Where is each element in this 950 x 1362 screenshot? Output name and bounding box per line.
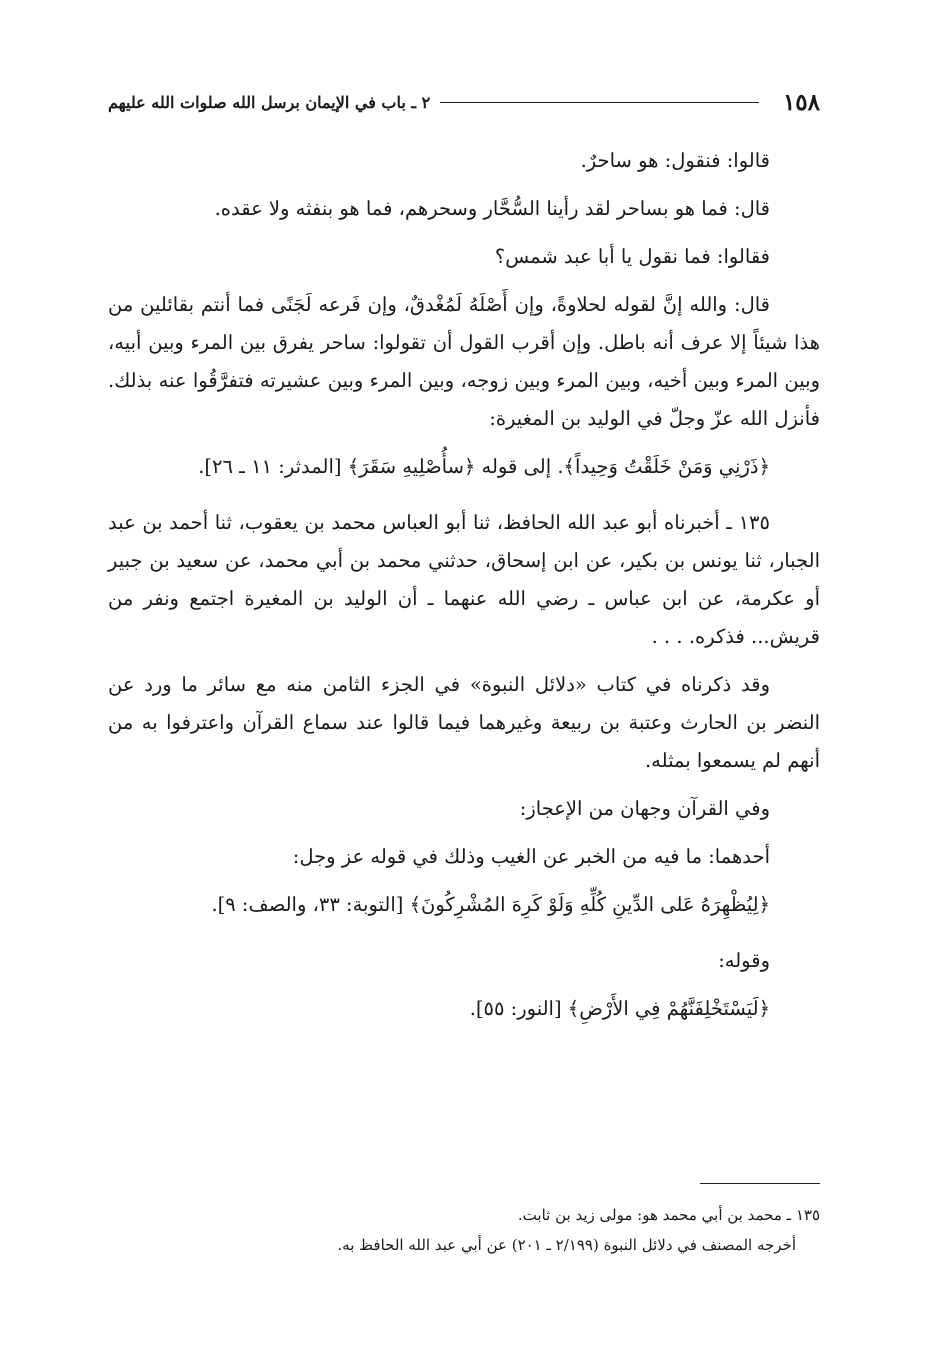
hadith-paragraph: ١٣٥ ـ أخبرناه أبو عبد الله الحافظ، ثنا أبو العباس محمد بن يعقوب، ثنا أحمد بن عبد الجبار، ثنا يونس بن بكير، عن ابن إسحاق، حدثني محمد بن أبي محمد، عن سعيد بن جبير أو عكرمة، عن ابن عباس ـ رضي الله عنهما ـ أن الوليد بن المغيرة اجتمع ونفر من قريش... فذكره. . . . <box>108 511 820 648</box>
quran-verse: ﴿لَيَسْتَخْلِفَنَّهُمْ فِي الأَرْضِ﴾ [النور: ٥٥]. <box>469 997 770 1020</box>
paragraph: وفي القرآن وجهان من الإعجاز: <box>519 797 770 820</box>
footnote: أخرجه المصنف في دلائل النبوة (٢/١٩٩ ـ ٢٠١) عن أبي عبد الله الحافظ به. <box>337 1236 796 1254</box>
paragraph: أحدهما: ما فيه من الخبر عن الغيب وذلك في قوله عز وجل: <box>292 845 770 868</box>
chapter-title: ٢ ـ باب في الإيمان برسل الله صلوات الله عليهم <box>108 92 431 112</box>
paragraph: وقد ذكرناه في كتاب «دلائل النبوة» في الجزء الثامن منه مع سائر ما ورد عن النضر بن الحارث وعتبة بن ربيعة وغيرهما فيما قالوا عند سماع القرآن واعترفوا به من أنهم لم يسمعوا بمثله. <box>108 673 820 772</box>
footnote-rule <box>700 1183 820 1184</box>
paragraph: قالوا: فنقول: هو ساحرٌ. <box>580 149 770 172</box>
quran-verse: ﴿ذَرْنِي وَمَنْ خَلَقْتُ وَحِيداً﴾. إلى قوله ﴿سأُصْلِيهِ سَقَرَ﴾ [المدثر: ١١ ـ ٢٦]. <box>198 455 770 478</box>
paragraph: قال: والله إنَّ لقوله لحلاوةً، وإن أَصْلَهُ لَمُغْدقٌ، وإن فَرعه لَجَنًى فما أنتم بقائلين من هذا شيئاً إلا عرف أنه باطل. وإن أقرب القول أن تقولوا: ساحر يفرق بين المرء وبين أبيه، وبين المرء وبين أخيه، وبين المرء وبين زوجه، وبين المرء وبين عشيرته فتفرَّقُوا عنه بذلك. فأنزل الله عزّ وجلّ في الوليد بن المغيرة: <box>108 293 820 430</box>
page-number: ١٥٨ <box>782 88 820 116</box>
paragraph: وقوله: <box>718 949 770 972</box>
quran-verse: ﴿لِيُظْهِرَهُ عَلى الدِّينِ كُلِّهِ وَلَوْ كَرِهَ المُشْرِكُونَ﴾ [التوبة: ٣٣، والصف: ٩]. <box>211 893 770 916</box>
footnote: ١٣٥ ـ محمد بن أبي محمد هو: مولى زيد بن ثابت. <box>517 1206 820 1224</box>
paragraph: قال: فما هو بساحر لقد رأينا السُّحَّار وسحرهم، فما هو بنفثه ولا عقده. <box>214 197 770 220</box>
header-rule <box>440 102 759 103</box>
footnotes <box>108 1200 820 1260</box>
paragraph: فقالوا: فما نقول يا أبا عبد شمس؟ <box>494 245 770 268</box>
main-text <box>108 142 820 1038</box>
page-header <box>108 86 820 118</box>
